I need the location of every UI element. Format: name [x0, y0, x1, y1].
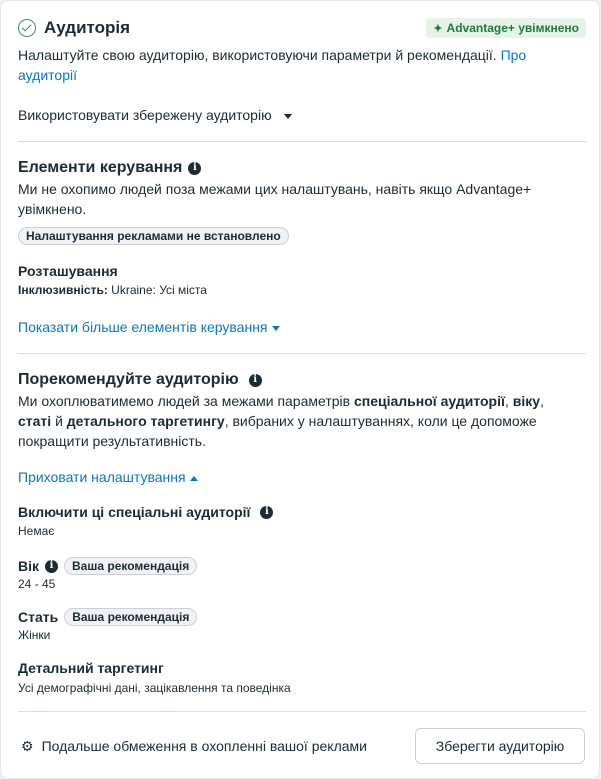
further-limit-link[interactable] — [21, 736, 367, 756]
recommend-title — [18, 371, 262, 389]
save-audience-button[interactable]: Зберегти аудиторію — [415, 728, 585, 764]
hide-settings-label: Приховати налаштування — [18, 469, 186, 485]
custom-audiences-value: Немає — [18, 524, 55, 538]
chevron-down-icon — [284, 114, 292, 119]
location-value — [18, 282, 207, 298]
further-limit-label: Подальше обмеження в охопленні вашої реклами — [41, 738, 367, 754]
detailed-targeting-label: Детальний таргетинг — [18, 660, 164, 676]
gender-value: Жінки — [18, 628, 51, 642]
divider — [18, 353, 586, 354]
advantage-badge-label: Advantage+ увімкнено — [446, 21, 579, 35]
controls-title-text: Елементи керування — [18, 159, 183, 176]
intro-description: Налаштуйте свою аудиторію, використовуючи параметри й рекомендації. — [18, 47, 501, 63]
info-icon[interactable]: i — [260, 506, 273, 519]
desc-text: Ми охоплюватимемо людей за межами параметрів — [18, 393, 354, 409]
desc-text: , вибраних у налаштуваннях, коли це допоможе покращити результативність. — [18, 413, 537, 449]
custom-audiences-label — [18, 504, 273, 520]
intro-text — [18, 45, 578, 85]
gender-recommendation-pill: Ваша рекомендація — [64, 608, 197, 626]
recommend-title-text: Порекомендуйте аудиторію — [18, 371, 239, 388]
show-more-controls-link[interactable] — [18, 317, 280, 337]
desc-text: , — [540, 393, 544, 409]
inclusion-label: Інклюзивність: — [18, 283, 108, 297]
chevron-down-icon — [272, 326, 280, 331]
chevron-up-icon — [190, 476, 198, 481]
divider — [18, 141, 586, 142]
about-audiences-link[interactable]: Про аудиторії — [18, 47, 527, 83]
gear-icon: ⚙ — [21, 738, 34, 754]
divider — [18, 711, 586, 712]
desc-bold: спеціальної аудиторії — [353, 393, 505, 409]
gender-label-text: Стать — [18, 609, 59, 625]
audience-header — [18, 16, 586, 40]
inclusion-value: Ukraine: Усі міста — [107, 283, 207, 297]
controls-status-pill-wrap — [18, 227, 289, 245]
age-recommendation-pill: Ваша рекомендація — [64, 557, 197, 575]
check-circle-icon — [18, 19, 36, 37]
controls-description: Ми не охопимо людей поза межами цих налаштувань, навіть якщо Advantage+ увімкнено. — [18, 181, 532, 217]
controls-title — [18, 159, 201, 177]
advantage-badge — [426, 18, 586, 38]
desc-bold: віку — [512, 393, 541, 409]
age-label-text: Вік — [18, 558, 40, 574]
info-icon[interactable]: i — [45, 560, 58, 573]
controls-status-pill: Налаштування рекламами не встановлено — [18, 227, 289, 245]
age-value: 24 - 45 — [18, 577, 56, 591]
hide-settings-link[interactable] — [18, 467, 198, 487]
show-more-controls-label: Показати більше елементів керування — [18, 319, 268, 335]
recommend-description — [18, 391, 580, 451]
location-label: Розташування — [18, 263, 118, 279]
saved-audience-label: Використовувати збережену аудиторію — [18, 107, 272, 123]
saved-audience-dropdown[interactable] — [18, 105, 292, 125]
gender-label — [18, 608, 197, 626]
info-icon[interactable]: i — [188, 162, 201, 175]
section-title: Аудиторія — [44, 18, 131, 37]
detailed-targeting-value: Усі демографічні дані, зацікавлення та поведінка — [18, 681, 291, 695]
desc-bold: статі — [18, 413, 52, 429]
custom-audiences-label-text: Включити ці спеціальні аудиторії — [18, 504, 251, 520]
age-label — [18, 557, 197, 575]
sparkle-icon: ✦ — [433, 22, 443, 35]
desc-bold: детального таргетингу — [66, 413, 225, 429]
desc-text: й — [51, 413, 67, 429]
desc-text: , — [504, 393, 513, 409]
info-icon[interactable]: i — [249, 374, 262, 387]
